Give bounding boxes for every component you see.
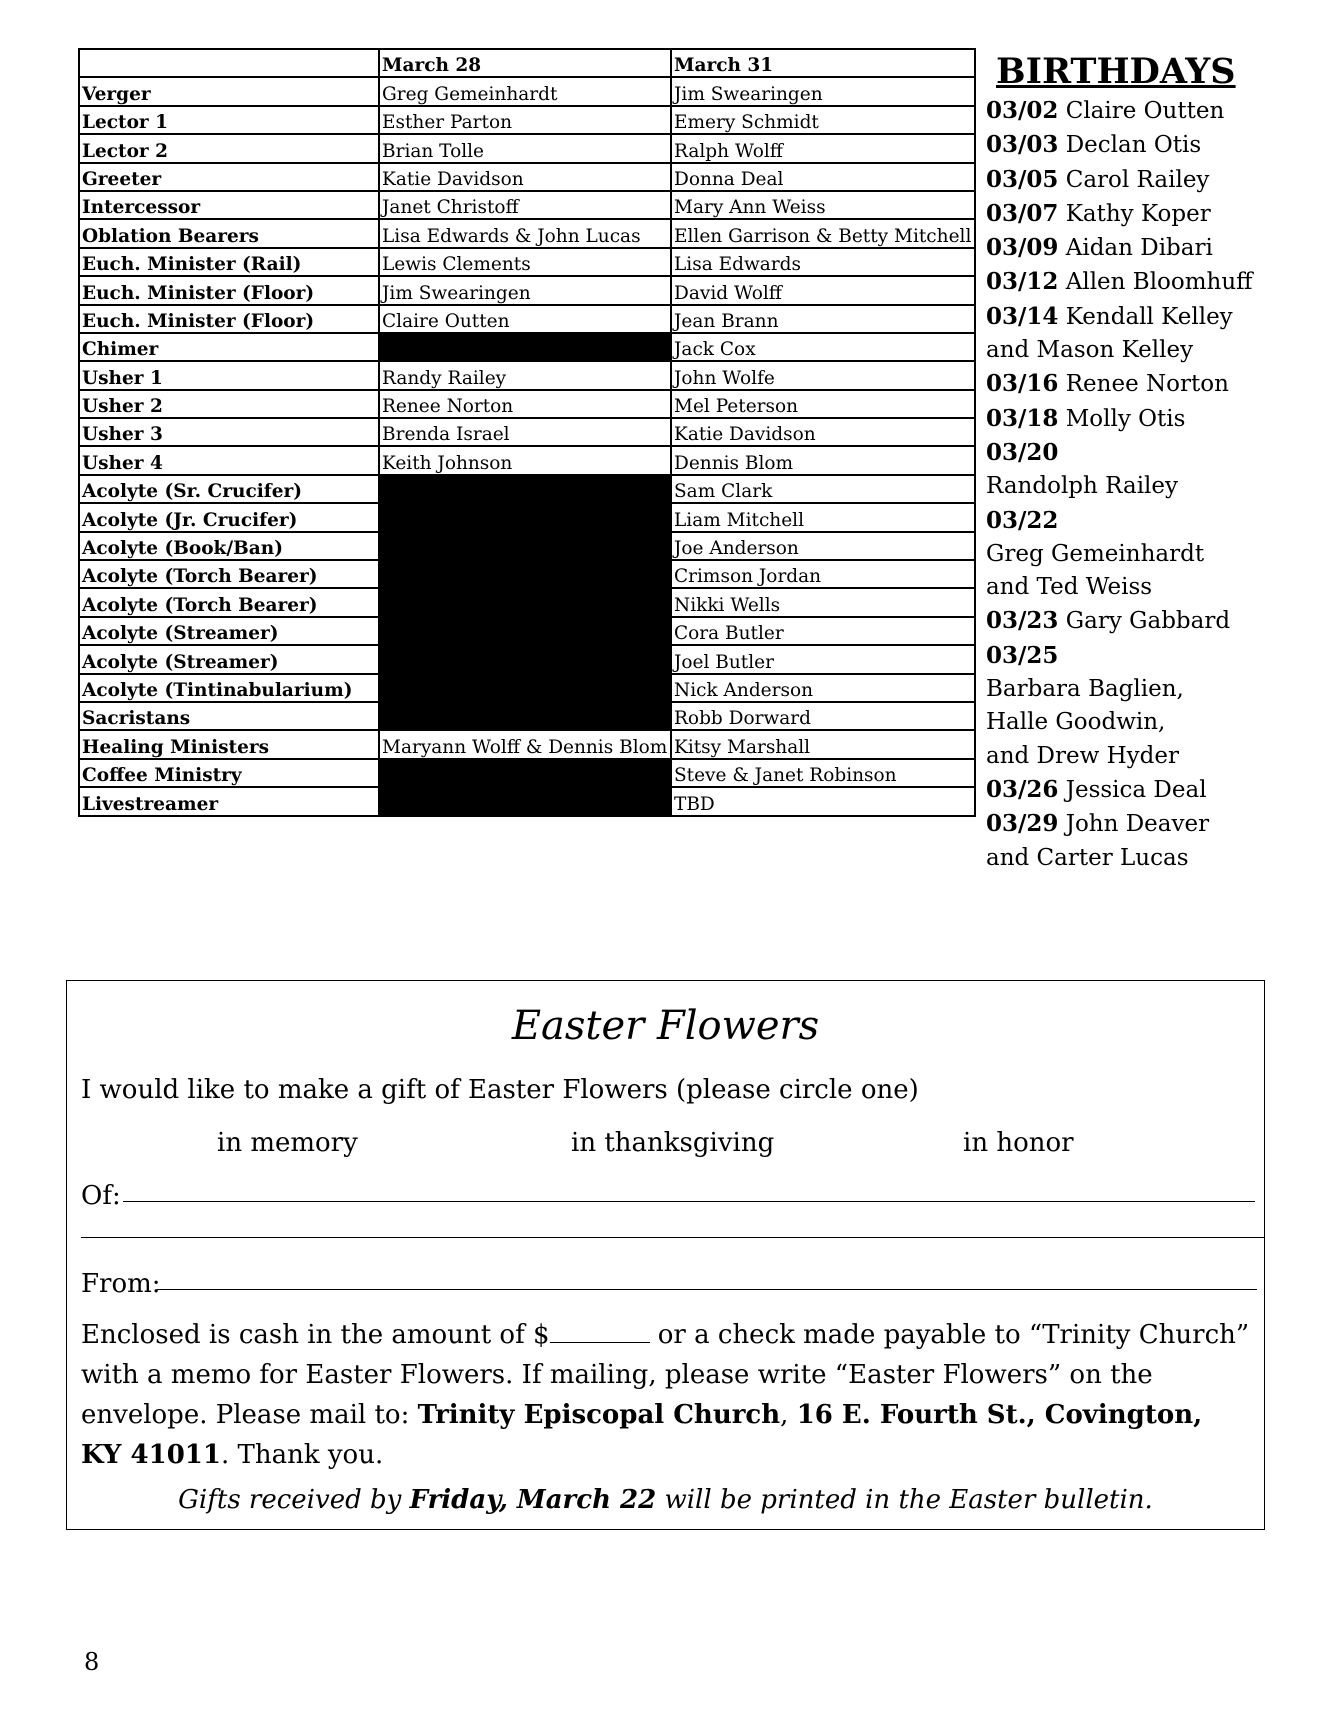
date-1-cell: Greg Gemeinhardt xyxy=(379,77,671,105)
birthday-names: Kendall Kelley xyxy=(1058,303,1233,330)
table-row xyxy=(79,333,975,361)
date-1-cell: Brenda Israel xyxy=(379,418,671,446)
table-row xyxy=(79,361,975,389)
date-2-cell: Jack Cox xyxy=(671,333,975,361)
birthday-date: 03/22 xyxy=(986,506,1059,534)
volunteer-schedule-table xyxy=(78,48,976,817)
easter-flowers-form xyxy=(66,980,1265,1530)
birthday-names: Kathy Koper xyxy=(1058,200,1211,227)
date-2-cell: Mel Peterson xyxy=(671,390,975,418)
birthday-line xyxy=(986,367,1335,401)
birthday-date: 03/25 xyxy=(986,641,1059,669)
birthday-date: 03/09 xyxy=(986,234,1059,262)
table-row xyxy=(79,787,975,815)
role-cell: Chimer xyxy=(79,333,379,361)
birthday-line xyxy=(986,807,1335,841)
birthday-line xyxy=(986,842,1335,875)
date-1-cell xyxy=(379,560,671,588)
date-1-cell xyxy=(379,674,671,702)
table-row xyxy=(79,730,975,758)
birthday-names: Halle Goodwin, xyxy=(986,709,1166,736)
role-cell: Livestreamer xyxy=(79,787,379,815)
birthday-line xyxy=(986,163,1335,197)
date-1-cell: Brian Tolle xyxy=(379,134,671,162)
role-cell: Euch. Minister (Floor) xyxy=(79,305,379,333)
easter-flowers-title: Easter Flowers xyxy=(511,1003,820,1049)
table-row xyxy=(79,276,975,304)
birthday-names: Carol Railey xyxy=(1058,166,1210,193)
role-cell: Acolyte (Tintinabularium) xyxy=(79,674,379,702)
date-2-cell: Jim Swearingen xyxy=(671,77,975,105)
birthday-names: and Mason Kelley xyxy=(986,337,1194,364)
table-row xyxy=(79,475,975,503)
date-2-cell: Emery Schmidt xyxy=(671,106,975,134)
date-1-cell: Claire Outten xyxy=(379,305,671,333)
table-row xyxy=(79,617,975,645)
birthday-line xyxy=(986,436,1335,470)
date-1-cell: Janet Christoff xyxy=(379,191,671,219)
from-line xyxy=(157,1289,1257,1290)
date-2-cell: Ellen Garrison & Betty Mitchell xyxy=(671,219,975,247)
thank-you: . Thank you. xyxy=(220,1440,384,1470)
role-cell: Lector 2 xyxy=(79,134,379,162)
birthday-date: 03/20 xyxy=(986,438,1059,466)
church-name: Trinity Episcopal Church xyxy=(417,1400,781,1430)
date-2-cell: TBD xyxy=(671,787,975,815)
easter-intro: I would like to make a gift of Easter Flowers (please circle one) xyxy=(81,1075,919,1105)
birthday-names: and Ted Weiss xyxy=(986,574,1153,601)
role-cell: Acolyte (Torch Bearer) xyxy=(79,588,379,616)
role-cell: Acolyte (Torch Bearer) xyxy=(79,560,379,588)
date-2-cell: Liam Mitchell xyxy=(671,503,975,531)
date-2-cell: Sam Clark xyxy=(671,475,975,503)
table-row xyxy=(79,163,975,191)
birthday-line xyxy=(986,402,1335,436)
date-2-cell: Crimson Jordan xyxy=(671,560,975,588)
date-1-cell: Renee Norton xyxy=(379,390,671,418)
role-cell: Usher 2 xyxy=(79,390,379,418)
date-2-cell: Lisa Edwards xyxy=(671,248,975,276)
date-1-cell: Randy Railey xyxy=(379,361,671,389)
table-row xyxy=(79,446,975,474)
role-cell: Oblation Bearers xyxy=(79,219,379,247)
date-1-cell: Lewis Clements xyxy=(379,248,671,276)
option-in-thanksgiving: in thanksgiving xyxy=(571,1128,775,1158)
table-row xyxy=(79,702,975,730)
birthday-date: 03/12 xyxy=(986,268,1059,296)
table-row xyxy=(79,532,975,560)
birthdays-list xyxy=(986,94,1335,875)
birthday-names: John Deaver xyxy=(1058,811,1210,838)
table-row xyxy=(79,560,975,588)
date-2-cell: Steve & Janet Robinson xyxy=(671,759,975,787)
birthday-line xyxy=(986,504,1335,538)
date-2-cell: Katie Davidson xyxy=(671,418,975,446)
table-row xyxy=(79,219,975,247)
birthday-line xyxy=(986,604,1335,638)
birthday-line xyxy=(986,706,1335,739)
role-cell: Euch. Minister (Floor) xyxy=(79,276,379,304)
date-1-cell xyxy=(379,645,671,673)
birthdays-title: BIRTHDAYS xyxy=(996,51,1236,92)
date-1-cell xyxy=(379,333,671,361)
enclosed-text-2: or a check made payable to “Trinity Church” with a memo for Easter Flowers. If mailing, please write “Easter Flowers” on the envelope. Please mail to: xyxy=(81,1320,1250,1430)
gifts-text-2: will be printed in the Easter bulletin. xyxy=(656,1485,1153,1515)
birthday-date: 03/16 xyxy=(986,370,1059,398)
date-1-cell xyxy=(379,617,671,645)
role-cell: Verger xyxy=(79,77,379,105)
header-role xyxy=(79,49,379,77)
birthdays-section xyxy=(986,50,1335,875)
date-1-cell: Esther Parton xyxy=(379,106,671,134)
role-cell: Acolyte (Jr. Crucifer) xyxy=(79,503,379,531)
gifts-deadline-note xyxy=(67,1483,1264,1517)
date-1-cell xyxy=(379,503,671,531)
birthday-date: 03/05 xyxy=(986,165,1059,193)
birthday-date: 03/14 xyxy=(986,302,1059,330)
birthday-names: Aidan Dibari xyxy=(1058,235,1213,262)
birthday-line xyxy=(986,197,1335,231)
role-cell: Sacristans xyxy=(79,702,379,730)
role-cell: Usher 1 xyxy=(79,361,379,389)
date-2-cell: Ralph Wolff xyxy=(671,134,975,162)
birthday-date: 03/03 xyxy=(986,131,1059,159)
date-1-cell: Lisa Edwards & John Lucas xyxy=(379,219,671,247)
of-line xyxy=(123,1201,1255,1202)
date-2-cell: David Wolff xyxy=(671,276,975,304)
table-row xyxy=(79,77,975,105)
date-2-cell: Joe Anderson xyxy=(671,532,975,560)
birthday-line xyxy=(986,773,1335,807)
role-cell: Healing Ministers xyxy=(79,730,379,758)
date-1-cell xyxy=(379,702,671,730)
schedule-body xyxy=(79,77,975,815)
birthday-line xyxy=(986,639,1335,673)
date-1-cell: Katie Davidson xyxy=(379,163,671,191)
birthday-names: Jessica Deal xyxy=(1058,776,1207,803)
enclosed-text-1: Enclosed is cash in the amount of $ xyxy=(81,1320,550,1350)
birthday-date: 03/18 xyxy=(986,404,1059,432)
birthday-names: Molly Otis xyxy=(1058,405,1186,432)
role-cell: Acolyte (Sr. Crucifer) xyxy=(79,475,379,503)
date-2-cell: Donna Deal xyxy=(671,163,975,191)
table-row xyxy=(79,588,975,616)
extra-line xyxy=(81,1237,1265,1238)
birthday-names: Renee Norton xyxy=(1058,371,1229,398)
birthday-names: and Drew Hyder xyxy=(986,742,1179,769)
role-cell: Acolyte (Book/Ban) xyxy=(79,532,379,560)
table-row xyxy=(79,503,975,531)
birthday-date: 03/29 xyxy=(986,810,1059,838)
enclosed-instructions xyxy=(81,1315,1251,1475)
birthday-line xyxy=(986,571,1335,604)
date-2-cell: Nick Anderson xyxy=(671,674,975,702)
gifts-deadline-date: Friday, March 22 xyxy=(409,1485,657,1515)
date-2-cell: Robb Dorward xyxy=(671,702,975,730)
date-2-cell: Kitsy Marshall xyxy=(671,730,975,758)
birthday-names: Claire Outten xyxy=(1058,98,1225,124)
role-cell: Acolyte (Streamer) xyxy=(79,617,379,645)
birthday-date: 03/07 xyxy=(986,199,1059,227)
date-1-cell: Jim Swearingen xyxy=(379,276,671,304)
date-1-cell xyxy=(379,588,671,616)
date-1-cell xyxy=(379,475,671,503)
birthday-line xyxy=(986,470,1335,503)
birthday-line xyxy=(986,231,1335,265)
table-row xyxy=(79,305,975,333)
role-cell: Coffee Ministry xyxy=(79,759,379,787)
option-in-honor: in honor xyxy=(963,1128,1074,1158)
header-date-1: March 28 xyxy=(379,49,671,77)
date-1-cell xyxy=(379,787,671,815)
date-2-cell: Dennis Blom xyxy=(671,446,975,474)
of-label: Of: xyxy=(81,1181,121,1211)
birthday-line xyxy=(986,265,1335,299)
date-2-cell: Jean Brann xyxy=(671,305,975,333)
birthday-names: Declan Otis xyxy=(1058,132,1202,159)
option-in-memory: in memory xyxy=(217,1128,358,1158)
date-2-cell: Cora Butler xyxy=(671,617,975,645)
role-cell: Usher 3 xyxy=(79,418,379,446)
birthday-line xyxy=(986,538,1335,571)
from-label: From: xyxy=(81,1269,161,1299)
birthday-line xyxy=(986,94,1335,128)
role-cell: Intercessor xyxy=(79,191,379,219)
role-cell: Usher 4 xyxy=(79,446,379,474)
role-cell: Greeter xyxy=(79,163,379,191)
birthday-line xyxy=(986,128,1335,162)
church-address: 16 E. Fourth St., Covington, KY 41011 xyxy=(81,1400,1203,1470)
birthday-names: Gary Gabbard xyxy=(1058,608,1231,635)
table-row xyxy=(79,248,975,276)
date-2-cell: Mary Ann Weiss xyxy=(671,191,975,219)
birthday-names: Randolph Railey xyxy=(986,473,1179,500)
page-number: 8 xyxy=(84,1648,100,1676)
role-cell: Euch. Minister (Rail) xyxy=(79,248,379,276)
comma: , xyxy=(780,1400,797,1430)
header-date-2: March 31 xyxy=(671,49,975,77)
birthday-line xyxy=(986,740,1335,773)
birthday-line xyxy=(986,300,1335,334)
table-row xyxy=(79,106,975,134)
date-2-cell: Joel Butler xyxy=(671,645,975,673)
gifts-text-1: Gifts received by xyxy=(178,1485,410,1515)
date-1-cell: Keith Johnson xyxy=(379,446,671,474)
amount-blank xyxy=(550,1324,650,1343)
birthday-names: and Carter Lucas xyxy=(986,844,1189,871)
table-row xyxy=(79,191,975,219)
table-header-row xyxy=(79,49,975,77)
date-2-cell: John Wolfe xyxy=(671,361,975,389)
table-row xyxy=(79,418,975,446)
date-1-cell xyxy=(379,759,671,787)
table-row xyxy=(79,134,975,162)
birthday-date: 03/26 xyxy=(986,775,1059,803)
birthday-line xyxy=(986,673,1335,706)
table-row xyxy=(79,674,975,702)
birthday-names: Allen Bloomhuff xyxy=(1058,269,1253,296)
table-row xyxy=(79,390,975,418)
role-cell: Acolyte (Streamer) xyxy=(79,645,379,673)
birthday-line xyxy=(986,334,1335,367)
birthday-date: 03/02 xyxy=(986,97,1059,124)
date-1-cell xyxy=(379,532,671,560)
birthday-date: 03/23 xyxy=(986,607,1059,635)
role-cell: Lector 1 xyxy=(79,106,379,134)
birthday-names: Barbara Baglien, xyxy=(986,676,1184,703)
date-2-cell: Nikki Wells xyxy=(671,588,975,616)
table-row xyxy=(79,645,975,673)
date-1-cell: Maryann Wolff & Dennis Blom xyxy=(379,730,671,758)
birthday-names: Greg Gemeinhardt xyxy=(986,540,1205,567)
table-row xyxy=(79,759,975,787)
